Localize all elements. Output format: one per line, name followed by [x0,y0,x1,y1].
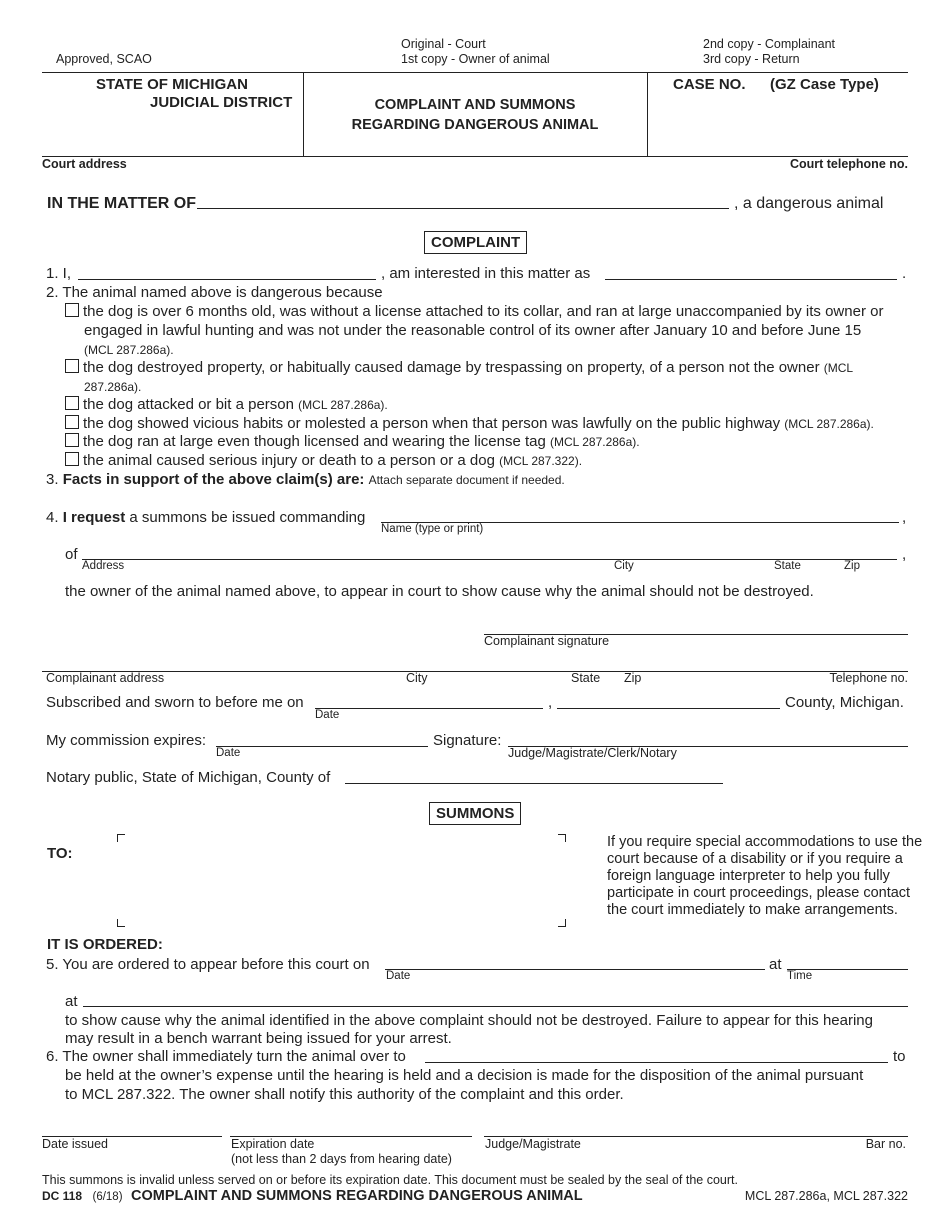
date-issued-label: Date issued [42,1137,109,1151]
item3 [46,471,565,488]
check-unlicensed-cont: engaged in lawful hunting and was not under the reasonable control of its owner after January 10 and before June 15 [84,322,862,339]
expiration-date-label: Expiration date [231,1137,315,1151]
commission-date-label: Date [216,747,241,759]
authority-field[interactable] [425,1062,888,1063]
accommodation-line1: If you require special accommodations to use the [607,834,923,850]
hearing-date-field[interactable] [385,969,765,970]
complainant-address-label: Complainant address [46,671,165,685]
check-bite-text: the dog attacked or bit a person [83,396,294,413]
check-licensed-at-large-ref: (MCL 287.286a). [550,435,640,449]
hearing-location-field[interactable] [83,1006,908,1007]
check-unlicensed-text: the dog is over 6 months old, was without a license attached to its collar, and ran at large unaccompanied by its owner or [83,303,884,320]
header-bottom-rule [42,156,908,157]
recipient-address-area[interactable] [125,840,550,916]
item3-num: 3. [46,471,59,488]
header-divider-right [647,72,648,156]
form-footer [42,1187,583,1205]
of-comma: , [902,546,907,563]
court-address-label: Court address [42,157,127,171]
complaint-heading: COMPLAINT [424,231,527,254]
recipient-corner-tl [117,834,125,842]
check-property-ref2: 287.286a). [84,380,142,394]
accommodation-line4: participate in court proceedings, please contact [607,885,911,901]
sworn-county-field[interactable] [557,708,780,709]
complainant-signature-label: Complainant signature [484,634,610,648]
matter-label: IN THE MATTER OF [47,195,197,212]
checkbox-vicious[interactable] [65,415,79,429]
to-label: TO: [47,845,73,862]
bar-no-label: Bar no. [865,1137,906,1151]
summons-heading: SUMMONS [429,802,521,825]
form-number: DC 118 [42,1189,83,1203]
location-at: at [65,993,78,1010]
approved-text: Approved, SCAO [56,52,152,66]
check-bite-ref: (MCL 287.286a). [298,398,388,412]
item2-intro: 2. The animal named above is dangerous because [46,284,383,301]
check-serious-injury-text: the animal caused serious injury or death to a person or a dog [83,452,495,469]
court-phone-label: Court telephone no. [789,157,908,171]
judge-label: Judge/Magistrate [485,1137,581,1151]
copy-complainant: 2nd copy - Complainant [703,37,836,51]
check-bite [65,396,388,413]
item4-bold: I request [62,509,126,526]
item6-cont-line2: to MCL 287.322. The owner shall notify this authority of the complaint and this order. [65,1086,624,1103]
complainant-city-label: City [406,671,428,685]
check-vicious-text: the dog showed vicious habits or molested a person when that person was lawfully on the public highway [83,415,781,432]
accommodation-line3: foreign language interpreter to help you fully [607,868,890,884]
invalid-note: This summons is invalid unless served on or before its expiration date. This document must be sealed by the seal of the court. [42,1173,738,1187]
item4 [46,509,365,526]
show-cause-line2: may result in a bench warrant being issued for your arrest. [65,1030,452,1047]
show-cause-line1: to show cause why the animal identified in the above complaint should not be destroyed. Failure to appear for this hearing [65,1012,873,1029]
recipient-corner-br [558,919,566,927]
item1-end: . [902,265,907,282]
item4-comma: , [902,509,907,526]
checkbox-serious-injury[interactable] [65,452,79,466]
case-type-label: (GZ Case Type) [770,76,879,93]
header-top-rule [42,72,908,73]
checkbox-property[interactable] [65,359,79,373]
matter-suffix: , a dangerous animal [734,195,884,212]
item6-cont-line1: be held at the owner’s expense until the hearing is held and a decision is made for the disposition of the animal pursuant [65,1067,864,1084]
commission-text: My commission expires: [46,732,207,749]
complainant-address-field[interactable] [42,671,908,672]
recipient-corner-tr [558,834,566,842]
checkbox-unlicensed[interactable] [65,303,79,317]
signer-label: Judge/Magistrate/Clerk/Notary [508,746,677,760]
owner-state-label: State [774,560,801,572]
item3-note: Attach separate document if needed. [368,473,565,487]
item3-bold: Facts in support of the above claim(s) are: [62,471,365,488]
owner-name-label: Name (type or print) [381,523,484,535]
sworn-comma: , [548,694,553,711]
accommodation-line2: court because of a disability or if you require a [607,851,903,867]
accommodation-line5: the court immediately to make arrangements. [607,902,898,918]
check-serious-injury-ref: (MCL 287.322). [499,454,583,468]
copy-return: 3rd copy - Return [703,52,800,66]
complainant-state-label: State [571,671,601,685]
hearing-time-label: Time [787,970,813,982]
check-unlicensed-ref: (MCL 287.286a). [84,343,174,357]
item6-to: to [893,1048,906,1065]
checkbox-bite[interactable] [65,396,79,410]
check-vicious-ref: (MCL 287.286a). [784,417,874,431]
item4-text: a summons be issued commanding [129,509,366,526]
interest-field[interactable] [605,279,897,280]
header-divider-left [303,72,304,156]
check-property [65,359,853,376]
check-property-text: the dog destroyed property, or habitually caused damage by trespassing on property, of a person not the owner [83,359,820,376]
form-title-line1: COMPLAINT AND SUMMONS [374,97,576,113]
form-revision: (6/18) [92,1191,123,1203]
form-footer-title: COMPLAINT AND SUMMONS REGARDING DANGEROUS ANIMAL [130,1188,583,1204]
item5-text: 5. You are ordered to appear before this court on [46,956,370,973]
check-serious-injury [65,452,582,469]
item1-mid: , am interested in this matter as [381,265,591,282]
owner-city-label: City [614,560,634,572]
form-title-line2: REGARDING DANGEROUS ANIMAL [351,117,599,133]
check-unlicensed [65,303,883,320]
owner-zip-label: Zip [844,560,860,572]
animal-name-field[interactable] [197,208,729,209]
notary-county-field[interactable] [345,783,723,784]
item6-text: 6. The owner shall immediately turn the animal over to [46,1048,406,1065]
item4-num: 4. [46,509,59,526]
check-vicious [65,415,874,432]
check-licensed-at-large [65,433,640,450]
of-label: of [65,546,78,563]
county-michigan: County, Michigan. [785,694,904,711]
owner-address-label: Address [82,560,125,572]
recipient-corner-bl [117,919,125,927]
expiration-note: (not less than 2 days from hearing date) [231,1152,452,1166]
owner-text: the owner of the animal named above, to appear in court to show cause why the animal should not be destroyed. [65,583,814,600]
item5-at: at [769,956,782,973]
sworn-text: Subscribed and sworn to before me on [46,694,304,711]
copy-owner: 1st copy - Owner of animal [401,52,550,66]
commission-date-field[interactable] [216,746,428,747]
signature-text: Signature: [433,732,502,749]
notary-text: Notary public, State of Michigan, County of [46,769,331,786]
mcl-reference: MCL 287.286a, MCL 287.322 [744,1189,908,1203]
complainant-telephone-label: Telephone no. [829,671,908,685]
check-property-ref: (MCL [823,361,854,375]
district-label: JUDICIAL DISTRICT [150,94,293,111]
item1-prefix: 1. I, [46,265,72,282]
hearing-date-label: Date [386,970,411,982]
complainant-zip-label: Zip [624,671,642,685]
copy-original: Original - Court [401,37,486,51]
check-licensed-at-large-text: the dog ran at large even though licensed and wearing the license tag [83,433,546,450]
complainant-name-field[interactable] [78,279,376,280]
sworn-date-field[interactable] [315,708,543,709]
ordered-label: IT IS ORDERED: [47,936,163,953]
checkbox-licensed-at-large[interactable] [65,433,79,447]
state-label: STATE OF MICHIGAN [96,76,248,93]
case-no-label: CASE NO. [673,76,746,93]
sworn-date-label: Date [315,709,340,721]
